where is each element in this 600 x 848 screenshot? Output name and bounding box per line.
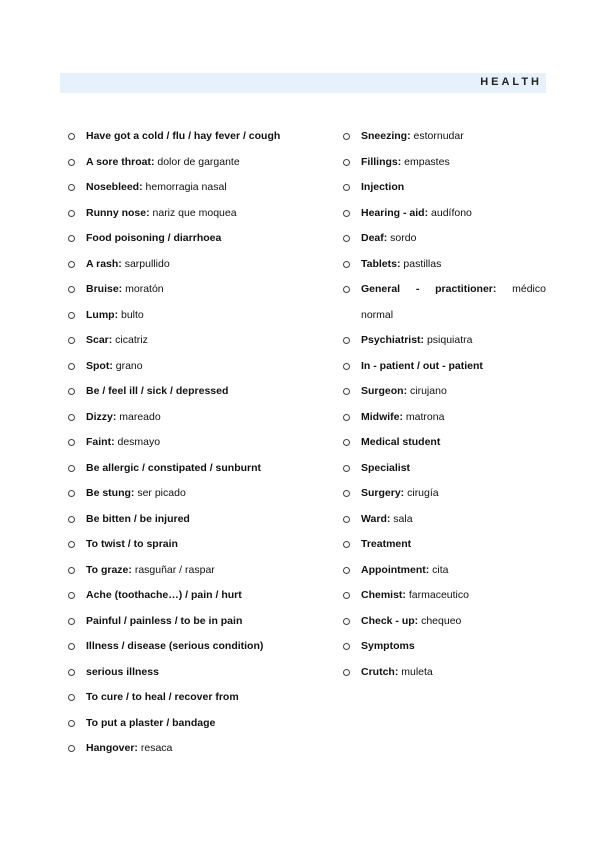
- vocabulary-list-left: [66, 124, 326, 762]
- bullet-icon: [343, 439, 350, 446]
- vocab-term: Symptoms: [361, 640, 415, 652]
- vocab-term: Ward:: [361, 512, 391, 525]
- vocab-term: Specialist: [361, 461, 411, 474]
- vocab-item: [66, 124, 326, 150]
- bullet-icon: [68, 694, 75, 701]
- bullet-icon: [343, 465, 350, 472]
- vocab-item: [66, 379, 326, 405]
- bullet-icon: [343, 567, 350, 574]
- vocab-item: [341, 252, 546, 278]
- vocab-translation: empastes: [401, 155, 450, 168]
- vocab-term: Sneezing:: [361, 130, 411, 142]
- bullet-icon: [343, 363, 350, 370]
- vocab-item: [66, 481, 326, 507]
- bullet-icon: [68, 618, 75, 625]
- bullet-icon: [68, 159, 75, 166]
- vocab-item: [66, 252, 326, 278]
- vocab-term: Faint:: [86, 436, 115, 448]
- vocab-translation: muleta: [398, 665, 433, 678]
- vocab-term: A sore throat:: [86, 155, 155, 168]
- bullet-icon: [343, 541, 350, 548]
- vocab-item: [66, 736, 326, 762]
- bullet-icon: [343, 235, 350, 242]
- vocab-item: [66, 456, 326, 482]
- vocab-term: Be / feel ill / sick / depressed: [86, 385, 229, 397]
- gp-word: practitioner:: [435, 283, 497, 295]
- vocab-item: [341, 456, 546, 482]
- vocab-translation: ser picado: [134, 487, 186, 499]
- vocab-item: [66, 583, 326, 609]
- vocab-item: [66, 532, 326, 558]
- vocab-term: Injection: [361, 181, 405, 193]
- vocab-translation: cirujano: [407, 385, 447, 397]
- vocab-term: In - patient / out - patient: [361, 359, 483, 372]
- vocab-item: [341, 558, 546, 584]
- bullet-icon: [343, 210, 350, 217]
- vocab-item: [341, 379, 546, 405]
- bullet-icon: [343, 669, 350, 676]
- vocab-term: Treatment: [361, 538, 412, 550]
- vocab-term: Have got a cold / flu / hay fever / cough: [86, 130, 281, 142]
- vocab-item: [341, 532, 546, 558]
- bullet-icon: [343, 388, 350, 395]
- vocab-translation: estornudar: [410, 130, 464, 142]
- vocab-item: [66, 507, 326, 533]
- vocab-item: [341, 124, 546, 150]
- vocab-translation: bulto: [118, 308, 144, 321]
- bullet-icon: [68, 567, 75, 574]
- vocab-item: [66, 558, 326, 584]
- vocab-item: [66, 226, 326, 252]
- vocab-translation: grano: [112, 359, 143, 372]
- gp-word: médico: [512, 283, 546, 295]
- bullet-icon: [343, 261, 350, 268]
- vocab-translation: nariz que moquea: [149, 206, 237, 219]
- vocab-item: [66, 660, 326, 686]
- vocab-item: [341, 609, 546, 635]
- bullet-icon: [68, 133, 75, 140]
- vocab-term: A rash:: [86, 257, 122, 270]
- vocab-term: Hangover:: [86, 742, 138, 754]
- vocab-term: Scar:: [86, 334, 113, 346]
- vocab-item: [341, 583, 546, 609]
- vocab-translation: cirugía: [404, 487, 439, 499]
- section-title: HEALTH: [480, 76, 542, 88]
- vocab-item: [341, 150, 546, 176]
- vocab-item: [341, 507, 546, 533]
- vocab-term: Dizzy:: [86, 410, 117, 423]
- vocab-translation: cita: [429, 563, 449, 576]
- vocab-translation: sordo: [387, 232, 417, 244]
- gp-word: General: [361, 283, 401, 295]
- vocab-item-general-practitioner: [341, 277, 546, 328]
- vocab-term: Crutch:: [361, 665, 399, 678]
- vocab-translation: dolor de gargante: [154, 155, 240, 168]
- vocab-item: [66, 150, 326, 176]
- vocab-item: [341, 201, 546, 227]
- vocab-term: Lump:: [86, 308, 119, 321]
- vocab-term: Surgeon:: [361, 385, 408, 397]
- vocab-item: [341, 328, 546, 354]
- vocab-item: [66, 685, 326, 711]
- vocab-translation: rasguñar / raspar: [131, 563, 215, 576]
- bullet-icon: [68, 745, 75, 752]
- vocab-item: [341, 354, 546, 380]
- gp-line-2: normal: [361, 308, 394, 321]
- vocab-term: Midwife:: [361, 410, 403, 423]
- vocab-term: Tablets:: [361, 257, 401, 270]
- vocab-term: Hearing - aid:: [361, 206, 429, 219]
- bullet-icon: [68, 312, 75, 319]
- bullet-icon: [343, 592, 350, 599]
- vocab-term: Fillings:: [361, 155, 402, 168]
- bullet-icon: [68, 490, 75, 497]
- vocab-item: [341, 405, 546, 431]
- bullet-icon: [68, 388, 75, 395]
- vocab-translation: audífono: [428, 206, 472, 219]
- bullet-icon: [68, 541, 75, 548]
- vocab-translation: moratón: [122, 283, 164, 295]
- vocab-translation: matrona: [403, 410, 445, 423]
- bullet-icon: [68, 235, 75, 242]
- vocab-term: To cure / to heal / recover from: [86, 691, 239, 703]
- bullet-icon: [343, 184, 350, 191]
- vocab-item: [66, 328, 326, 354]
- vocab-translation: mareado: [116, 410, 161, 423]
- vocab-term: serious illness: [86, 665, 159, 678]
- vocab-item: [341, 430, 546, 456]
- vocab-item: [66, 609, 326, 635]
- vocab-translation: pastillas: [400, 257, 442, 270]
- vocab-item: [341, 660, 546, 686]
- vocab-term: Ache (toothache…) / pain / hurt: [86, 589, 242, 601]
- bullet-icon: [68, 720, 75, 727]
- bullet-icon: [343, 133, 350, 140]
- vocab-item: [341, 481, 546, 507]
- vocab-translation: desmayo: [114, 436, 161, 448]
- section-header-bar: [60, 73, 546, 93]
- vocab-term: Psychiatrist:: [361, 334, 425, 346]
- vocab-item: [66, 201, 326, 227]
- bullet-icon: [68, 184, 75, 191]
- vocab-translation: sala: [390, 512, 413, 525]
- vocab-item: [66, 634, 326, 660]
- bullet-icon: [343, 618, 350, 625]
- vocab-item: [66, 430, 326, 456]
- bullet-icon: [343, 490, 350, 497]
- vocab-term: Be allergic / constipated / sunburnt: [86, 461, 262, 474]
- vocab-translation: psiquiatra: [424, 334, 473, 346]
- vocab-term: Food poisoning / diarrhoea: [86, 232, 222, 244]
- bullet-icon: [68, 592, 75, 599]
- bullet-icon: [68, 210, 75, 217]
- vocab-term: Check - up:: [361, 614, 419, 627]
- vocab-item: [66, 711, 326, 737]
- gp-line-1: [361, 277, 546, 303]
- vocab-translation: farmaceutico: [405, 589, 469, 601]
- bullet-icon: [68, 286, 75, 293]
- vocab-item: [66, 303, 326, 329]
- bullet-icon: [68, 439, 75, 446]
- bullet-icon: [343, 414, 350, 421]
- vocab-term: Appointment:: [361, 563, 430, 576]
- vocab-term: Be bitten / be injured: [86, 512, 190, 525]
- vocab-translation: hemorragia nasal: [142, 181, 227, 193]
- bullet-icon: [343, 286, 350, 293]
- gp-word: -: [415, 283, 420, 295]
- vocab-translation: chequeo: [418, 614, 462, 627]
- bullet-icon: [68, 337, 75, 344]
- vocab-term: Medical student: [361, 436, 441, 448]
- vocab-term: Deaf:: [361, 232, 388, 244]
- bullet-icon: [343, 516, 350, 523]
- bullet-icon: [68, 363, 75, 370]
- bullet-icon: [68, 465, 75, 472]
- vocab-term: To put a plaster / bandage: [86, 716, 216, 729]
- vocab-term: Bruise:: [86, 283, 123, 295]
- vocab-translation: sarpullido: [121, 257, 170, 270]
- vocabulary-list-right: [341, 124, 546, 685]
- vocab-term: To twist / to sprain: [86, 538, 178, 550]
- vocab-term: Illness / disease (serious condition): [86, 640, 264, 652]
- bullet-icon: [343, 643, 350, 650]
- vocab-translation: resaca: [137, 742, 173, 754]
- vocab-item: [341, 634, 546, 660]
- vocab-term: Chemist:: [361, 589, 406, 601]
- vocab-item: [66, 354, 326, 380]
- vocab-term: Surgery:: [361, 487, 405, 499]
- vocab-term: Be stung:: [86, 487, 135, 499]
- vocab-term: Spot:: [86, 359, 113, 372]
- vocab-item: [66, 175, 326, 201]
- bullet-icon: [68, 414, 75, 421]
- vocab-item: [66, 277, 326, 303]
- bullet-icon: [343, 337, 350, 344]
- vocab-term: To graze:: [86, 563, 132, 576]
- vocab-term: Painful / painless / to be in pain: [86, 614, 243, 627]
- vocab-item: [341, 226, 546, 252]
- vocab-item: [341, 175, 546, 201]
- vocab-term: Nosebleed:: [86, 181, 143, 193]
- bullet-icon: [68, 516, 75, 523]
- vocab-term: Runny nose:: [86, 206, 150, 219]
- vocab-item: [66, 405, 326, 431]
- bullet-icon: [68, 643, 75, 650]
- bullet-icon: [68, 669, 75, 676]
- vocab-translation: cicatriz: [112, 334, 148, 346]
- bullet-icon: [343, 159, 350, 166]
- bullet-icon: [68, 261, 75, 268]
